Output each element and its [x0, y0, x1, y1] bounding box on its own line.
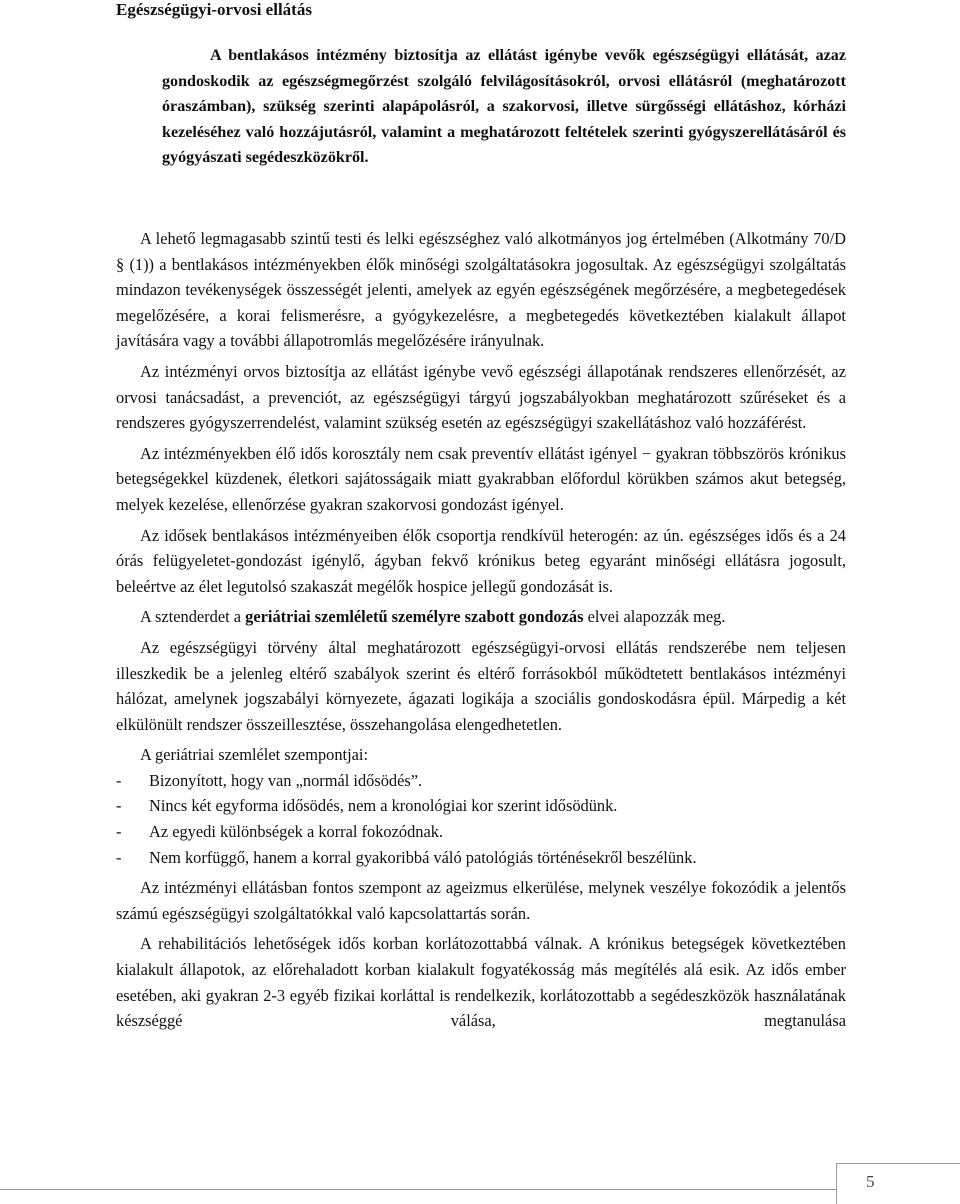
- page-number: 5: [866, 1172, 875, 1191]
- paragraph-constitution: [116, 226, 846, 354]
- paragraph-text: (1)) a bentlakásos intézményekben élők minőségi szolgáltatásokra jogosultak. Az egészségügyi szolgáltatás mindazon tevékenységek összességét jelenti, amelyek az egyén egészségének megőrzésére, a megbetegedések megelőzésére, a korai felismerésre, a gyógykezelésre, a megbetegedés következtében kialakult állapot javítására vagy a további állapotromlás megelőzésére irányulnak.: [116, 254, 846, 351]
- paragraph-rehabilitation: A rehabilitációs lehetőségek idős korban korlátozottabbá válnak. A krónikus betegségek következtében kialakult állapotok, az előrehaladott korban kialakult fogyatékosság más megítélés alá esik. Az idős ember esetében, aki gyakran 2-3 egyéb fizikai korláttal is rendelkezik, korlátozottabb a segédeszközök használatának készséggé válása, megtanulása: [116, 934, 846, 1031]
- paragraph-heterogeneous: Az idősek bentlakásos intézményeiben élők csoportja rendkívül heterogén: az ún. egészséges idős és a 24 órás felügyeletet-gondozást igénylő, ágyban fekvő krónikus beteg egyaránt minőségi ellátásra jogosult, beleértve az élet legutolsó szakaszát megélők hospice jellegű gondozását is.: [116, 525, 846, 596]
- paragraph-text: A lehető legmagasabb szintű testi és lelki egészséghez való alkotmányos jog értelmében (Alkotmány 70/D: [140, 229, 846, 248]
- list-item-text: Az egyedi különbségek a korral fokozódnak.: [149, 822, 444, 842]
- paragraph-doctor: Az intézményi orvos biztosítja az ellátást igénybe vevő egészségi állapotának rendszeres ellenőrzését, az orvosi tanácsadást, a prevenciót, az egészségügyi tárgyú jogszabályokban meghatározott szűréseket és a rendszeres gyógyszerrendelést, valamint szükség esetén az egészségügyi szakellátáshoz való hozzáférést.: [116, 361, 846, 433]
- section-sign: §: [116, 254, 125, 274]
- list-item-text: Nem korfüggő, hanem a korral gyakoribbá váló patológiás történésekről beszélünk.: [149, 847, 697, 867]
- list-item-text: Nincs két egyforma idősödés, nem a kronológiai kor szerint idősödünk.: [149, 796, 618, 816]
- list-dash: -: [116, 847, 122, 867]
- footer-rule: [0, 1189, 836, 1190]
- intro-text: A bentlakásos intézmény biztosítja az ellátást igénybe vevők egészségügyi ellátását, azaz gondoskodik az egészségmegőrzést szolgáló felvilágosításokról, orvosi ellátásról (meghatározott óraszámban), szükség szerinti alapápolásról, a szakorvosi, illetve sürgősségi ellátáshoz, kórházi kezeléséhez való hozzájutásról, valamint a meghatározott feltételek szerinti gyógyszerellátásáról és gyógyászati segédeszközökről.: [162, 47, 846, 167]
- list-dash: -: [116, 796, 122, 816]
- paragraph-text: A sztenderdet a: [140, 607, 246, 627]
- aspects-list: [116, 768, 846, 870]
- intro-paragraph: [162, 43, 846, 171]
- list-item: [116, 768, 846, 794]
- list-item: [116, 793, 846, 819]
- list-dash: -: [116, 770, 122, 790]
- page-number-box: [836, 1163, 960, 1204]
- list-item: [116, 845, 846, 871]
- list-item-text: Bizonyított, hogy van „normál idősödés”.: [149, 770, 423, 790]
- paragraph-health-law: Az egészségügyi törvény által meghatározott egészségügyi-orvosi ellátás rendszerébe nem teljesen illeszkedik be a jelenleg eltérő szabályok szerint és eltérő forrásokból működtetett bentlakásos intézményi hálózat, amelynek jogszabályi környezete, ágazati logikája a szociális gondoskodásra épül. Márpedig a két elkülönült rendszer összeillesztése, összehangolása elengedhetetlen.: [116, 637, 846, 734]
- paragraph-ageism: Az intézményi ellátásban fontos szempont az ageizmus elkerülése, melynek veszélye fokozódik a jelentős számú egészségügyi szolgáltatókkal való kapcsolattartás során.: [116, 878, 846, 923]
- list-dash: -: [116, 822, 122, 842]
- section-heading: Egészségügyi-orvosi ellátás: [116, 0, 312, 19]
- paragraph-elderly: Az intézményekben élő idős korosztály nem csak preventív ellátást igényel − gyakran többszörös krónikus betegségekkel küzdenek, életkori sajátosságaik miatt gyakrabban előfordul körükben számos akut betegség, melyek kezelése, ellenőrzése gyakran szakorvosi gondozást igényel.: [116, 443, 846, 514]
- list-item: [116, 819, 846, 845]
- paragraph-aspects: A geriátriai szemlélet szempontjai:: [140, 745, 369, 765]
- body-text: [116, 226, 846, 1039]
- bold-phrase: geriátriai szemléletű személyre szabott gondozás: [245, 607, 584, 627]
- paragraph-standard: [116, 604, 846, 630]
- paragraph-text: elvei alapozzák meg.: [583, 607, 726, 627]
